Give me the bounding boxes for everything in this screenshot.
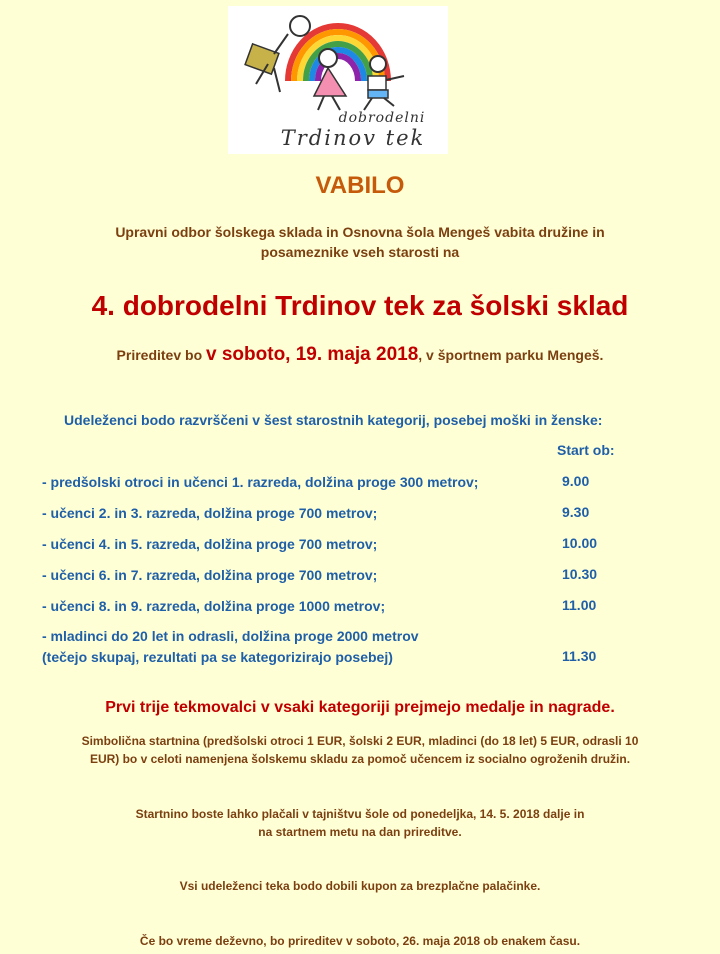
event-when-suffix: , v športnem parku Mengeš. <box>418 347 604 363</box>
category-row-label: - učenci 4. in 5. razreda, dolžina proge 700 metrov; <box>42 536 378 552</box>
event-when-prefix: Prireditev bo <box>116 347 207 363</box>
categories-intro: Udeleženci bodo razvrščeni v šest starostnih kategorij, posebej moški in ženske: <box>64 412 603 428</box>
logo-caption-trdinov-tek: Trdinov tek <box>280 126 426 150</box>
category-row-label: - učenci 6. in 7. razreda, dolžina proge 700 metrov; <box>42 567 378 583</box>
event-when <box>0 344 720 366</box>
category-row-label: - mladinci do 20 let in odrasli, dolžina proge 2000 metrov <box>42 628 419 644</box>
payment-line-1: Startnino boste lahko plačali v tajništvu šole od ponedeljka, 14. 5. 2018 dalje in <box>135 807 585 821</box>
payment-line-2: na startnem metu na dan prireditve. <box>258 825 462 839</box>
category-row-time: 9.00 <box>562 473 590 489</box>
category-row-time: 10.30 <box>562 566 598 582</box>
category-row-label: - učenci 2. in 3. razreda, dolžina proge 700 metrov; <box>42 505 378 521</box>
category-row-time: 11.30 <box>562 648 597 664</box>
rain-date-note: Če bo vreme deževno, bo prireditev v soboto, 26. maja 2018 ob enakem času. <box>139 934 581 948</box>
entry-fee-note <box>40 732 680 768</box>
intro-line-1: Upravni odbor šolskega sklada in Osnovna šola Mengeš vabita družine in <box>115 224 605 240</box>
page-heading: VABILO <box>315 172 405 199</box>
intro-line-2: posameznike vseh starosti na <box>260 244 460 260</box>
event-date: v soboto, 19. maja 2018 <box>206 344 419 365</box>
prizes-note: Prvi trije tekmovalci v vsaki kategoriji prejmejo medalje in nagrade. <box>105 699 615 716</box>
fee-line-1: Simbolična startnina (predšolski otroci 1 EUR, šolski 2 EUR, mladinci (do 18 let) 5 EUR, odrasli 10 <box>81 734 639 748</box>
intro-text <box>0 222 720 262</box>
coupon-note: Vsi udeleženci teka bodo dobili kupon za brezplačne palačinke. <box>179 879 541 893</box>
category-row-label: - predšolski otroci in učenci 1. razreda, dolžina proge 300 metrov; <box>42 474 479 490</box>
payment-note <box>0 805 720 841</box>
logo-illustration <box>228 6 448 116</box>
category-row-time: 9.30 <box>562 504 590 520</box>
category-row-label-note: (tečejo skupaj, rezultati pa se kategorizirajo posebej) <box>42 649 393 665</box>
event-title: 4. dobrodelni Trdinov tek za šolski sklad <box>91 290 629 321</box>
category-row-time: 10.00 <box>562 535 598 551</box>
logo-caption-dobrodelni: dobrodelni <box>338 110 426 126</box>
fee-line-2: EUR) bo v celoti namenjena šolskemu skladu za pomoč učencem iz socialno ogroženih družin. <box>89 752 631 766</box>
category-row-label: - učenci 8. in 9. razreda, dolžina proge 1000 metrov; <box>42 598 386 614</box>
category-row-time: 11.00 <box>562 597 597 613</box>
start-time-header: Start ob: <box>557 442 615 458</box>
logo <box>228 6 448 154</box>
